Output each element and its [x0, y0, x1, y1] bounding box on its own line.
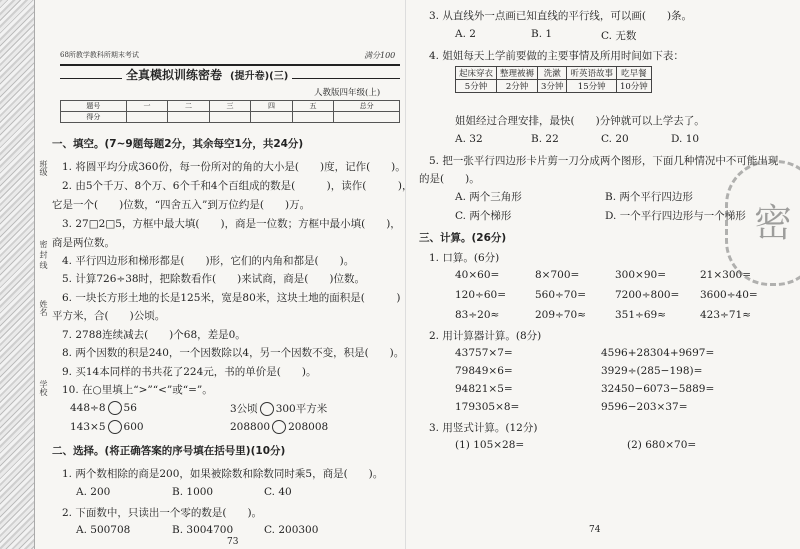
compare-circle[interactable] [108, 401, 122, 415]
oral-item: 560÷70= [535, 289, 586, 301]
choice-1-c[interactable]: C. 40 [264, 486, 292, 498]
score-cell[interactable] [126, 112, 168, 123]
question-1: 1. 将圆平均分成360份，每一份所对的角的大小是( )度，记作( )。 [62, 161, 406, 173]
choice-4: 4. 姐姐每天上学前要做的主要事情及所用时间如下表： [429, 50, 684, 62]
vertical-calc-title: 3. 用竖式计算。(12分) [429, 422, 538, 434]
question-3b: 商是两位数。 [52, 237, 115, 249]
chores-header-row [456, 67, 652, 80]
school-label: 学校 [39, 380, 48, 396]
binding-margin [0, 0, 35, 549]
chore-name: 听英语故事 [567, 67, 617, 80]
chore-time: 10分钟 [616, 80, 651, 93]
score-head: 三 [209, 101, 251, 112]
choice-4-c[interactable]: C. 20 [601, 133, 629, 145]
vertical-calc-2: (2) 680×70= [627, 439, 697, 451]
choice-3: 3. 从直线外一点画已知直线的平行线，可以画( )条。 [429, 10, 693, 22]
page-title: 全真模拟训练密卷 [122, 68, 226, 82]
calc-item: 3929÷(285−198)= [601, 365, 703, 377]
compare-3-left: 143×5 [70, 421, 106, 433]
total-score: 满分100 [364, 51, 396, 60]
compare-3 [70, 420, 144, 434]
choice-4-b[interactable]: B. 22 [531, 133, 559, 145]
score-head: 五 [292, 101, 334, 112]
question-4: 4. 平行四边形和梯形都是( )形，它们的内角和都是( )。 [62, 255, 355, 267]
question-3a: 3. 27□2□5，方框中最大填( )，商是一位数；方框中最小填( )， [62, 218, 401, 230]
oral-item: 120÷60= [455, 289, 506, 301]
section-fill-blank: 一、填空。(7~9题每题2分，其余每空1分，共24分) [52, 138, 304, 150]
choice-5-a[interactable]: A. 两个三角形 [455, 191, 522, 203]
score-row [61, 112, 400, 123]
choice-5-c[interactable]: C. 两个梯形 [455, 210, 512, 222]
choice-3-c[interactable]: C. 无数 [601, 30, 637, 42]
calc-item: 79849×6= [455, 365, 513, 377]
class-label: 班级 [39, 160, 48, 176]
compare-1-left: 448÷8 [70, 402, 106, 414]
question-10: 10. 在○里填上“>”“<”或“=”。 [62, 384, 213, 396]
question-9: 9. 买14本同样的书共花了224元，书的单价是( )。 [62, 366, 317, 378]
oral-item: 40×60= [455, 269, 500, 281]
binding-labels [36, 0, 48, 549]
choice-2-b[interactable]: B. 3004700 [172, 524, 234, 536]
choice-3-a[interactable]: A. 2 [455, 28, 476, 40]
choice-5b: 的是( )。 [419, 173, 480, 185]
question-2b: 它是一个( )位数，“四舍五入”到万位约是( )万。 [52, 199, 311, 211]
oral-item: 83÷20≈ [455, 309, 500, 321]
chore-name: 整理被褥 [497, 67, 538, 80]
seal-stamp: 密 [725, 160, 800, 286]
choice-5-b[interactable]: B. 两个平行四边形 [605, 191, 693, 203]
choice-1-b[interactable]: B. 1000 [172, 486, 214, 498]
score-table [60, 100, 400, 123]
calc-item: 9596−203×37= [601, 401, 688, 413]
calc-item: 32450−6073−5889= [601, 383, 715, 395]
score-head: 一 [126, 101, 168, 112]
choice-2-c[interactable]: C. 200300 [264, 524, 319, 536]
oral-item: 7200÷800= [615, 289, 680, 301]
score-header-row [61, 101, 400, 112]
compare-1-right: 56 [123, 402, 137, 414]
chore-name: 起床穿衣 [456, 67, 497, 80]
page-number-right: 74 [589, 525, 601, 535]
seal-line-label: 密 封 线 [39, 240, 48, 270]
choice-4-question: 姐姐经过合理安排，最快( )分钟就可以上学去了。 [455, 115, 705, 127]
question-8: 8. 两个因数的积是240，一个因数除以4，另一个因数不变，积是( )。 [62, 347, 405, 359]
question-6b: 平方米，合( )公顷。 [52, 310, 166, 322]
compare-circle[interactable] [272, 420, 286, 434]
oral-item: 300×90= [615, 269, 666, 281]
score-cell[interactable] [251, 112, 293, 123]
left-page [52, 0, 413, 549]
choice-1: 1. 两个数相除的商是200，如果被除数和除数同时乘5，商是( )。 [62, 468, 384, 480]
section-calc: 三、计算。(26分) [419, 232, 507, 244]
choice-1-a[interactable]: A. 200 [76, 486, 111, 498]
page-divider [405, 0, 406, 549]
question-7: 7. 2788连续减去( )个68，差是0。 [62, 329, 246, 341]
vertical-calc-1: (1) 105×28= [455, 439, 525, 451]
choice-2: 2. 下面数中，只读出一个零的数是( )。 [62, 507, 263, 519]
compare-2-right: 300平方米 [275, 403, 328, 415]
compare-3-right: 600 [123, 421, 144, 433]
score-head: 四 [251, 101, 293, 112]
brand-text: 68所教学教科所期末考试 [60, 51, 139, 59]
choice-4-a[interactable]: A. 32 [455, 133, 483, 145]
calc-item: 94821×5= [455, 383, 513, 395]
title-bar [60, 64, 400, 82]
choice-5-d[interactable]: D. 一个平行四边形与一个梯形 [605, 210, 746, 222]
compare-2-left: 3公顷 [230, 403, 258, 415]
oral-item: 351÷69≈ [615, 309, 666, 321]
chores-table [455, 66, 652, 93]
chores-time-row [456, 80, 652, 93]
chore-time: 3分钟 [538, 80, 567, 93]
oral-item: 423÷71≈ [700, 309, 751, 321]
calc-item: 4596+28304+9697= [601, 347, 715, 359]
name-label: 姓名 [39, 300, 48, 316]
choice-5a: 5. 把一张平行四边形卡片剪一刀分成两个图形，下面几种情况中不可能出现 [429, 155, 779, 167]
page-number-left: 73 [227, 537, 239, 547]
page-title-tag: (提升卷)(三) [226, 71, 292, 82]
question-2a: 2. 由5个千万、8个万、6个千和4个百组成的数是( )，读作( )， [62, 180, 413, 192]
edition-label: 人教版四年级(上) [314, 88, 381, 98]
choice-2-a[interactable]: A. 500708 [76, 524, 131, 536]
chore-name: 吃早餐 [616, 67, 651, 80]
compare-4-left: 208800 [230, 421, 271, 433]
chore-name: 洗漱 [538, 67, 567, 80]
chore-time: 2分钟 [497, 80, 538, 93]
oral-item: 21×300= [700, 269, 751, 281]
oral-item: 3600÷40= [700, 289, 758, 301]
choice-4-d[interactable]: D. 10 [671, 133, 700, 145]
calculator-title: 2. 用计算器计算。(8分) [429, 330, 542, 342]
score-cell[interactable] [168, 112, 210, 123]
calc-item: 43757×7= [455, 347, 513, 359]
compare-2 [230, 401, 327, 416]
score-cell[interactable] [334, 112, 400, 123]
question-6a: 6. 一块长方形土地的长是125米，宽是80米，这块土地的面积是( ) [62, 292, 401, 304]
compare-4-right: 208008 [288, 421, 329, 433]
oral-item: 209÷70≈ [535, 309, 586, 321]
compare-circle[interactable] [108, 420, 122, 434]
score-head: 题号 [61, 101, 127, 112]
score-head: 二 [168, 101, 210, 112]
score-row-label: 得分 [61, 112, 127, 123]
score-head: 总分 [334, 101, 400, 112]
calc-item: 179305×8= [455, 401, 520, 413]
question-5: 5. 计算726÷38时，把除数看作( )来试商，商是( )位数。 [62, 273, 365, 285]
oral-calc-title: 1. 口算。(6分) [429, 252, 500, 264]
choice-3-b[interactable]: B. 1 [531, 28, 553, 40]
chore-time: 15分钟 [567, 80, 617, 93]
score-cell[interactable] [292, 112, 334, 123]
section-choice: 二、选择。(将正确答案的序号填在括号里)(10分) [52, 445, 286, 457]
right-page [415, 0, 795, 549]
oral-item: 8×700= [535, 269, 580, 281]
compare-circle[interactable] [260, 402, 274, 416]
compare-4 [230, 420, 328, 434]
compare-1 [70, 401, 137, 415]
chore-time: 5分钟 [456, 80, 497, 93]
score-cell[interactable] [209, 112, 251, 123]
